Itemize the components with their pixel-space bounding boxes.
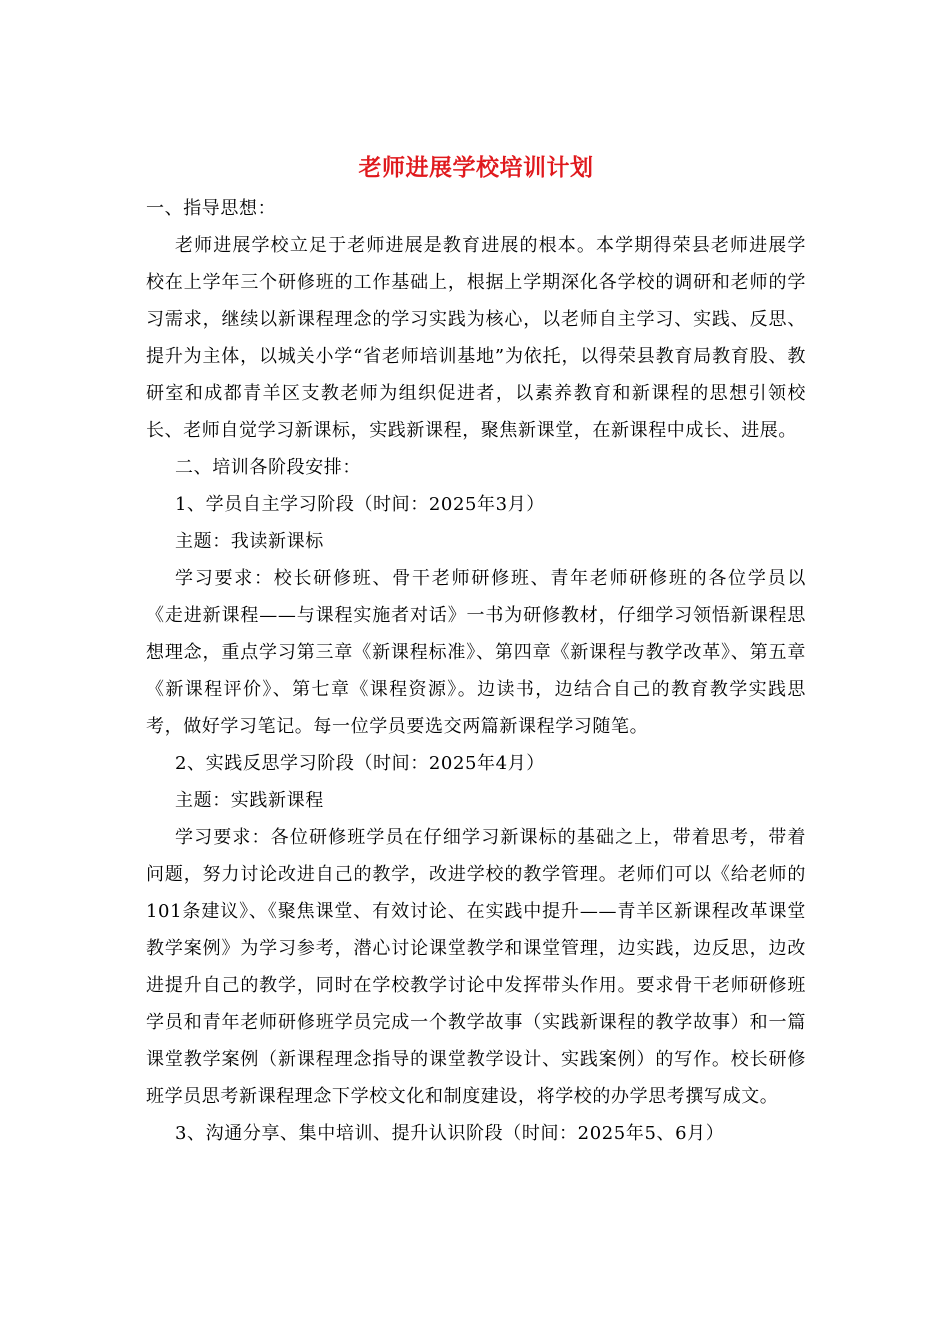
stage-2-requirements: 学习要求：各位研修班学员在仔细学习新课标的基础之上，带着思考，带着问题，努力讨论改进自己的教学，改进学校的教学管理。老师们可以《给老师的101条建议》、《聚焦课堂、有效讨论、在实践中提升——青羊区新课程改革课堂教学案例》为学习参考，潜心讨论课堂教学和课堂管理，边实践，边反思，边改进提升自己的教学，同时在学校教学讨论中发挥带头作用。要求骨干老师研修班学员和青年老师研修班学员完成一个教学故事（实践新课程的教学故事）和一篇课堂教学案例（新课程理念指导的课堂教学设计、实践案例）的写作。校长研修班学员思考新课程理念下学校文化和制度建设，将学校的办学思考撰写成文。 bbox=[146, 827, 806, 1107]
stage-2-title: 2、实践反思学习阶段（时间：2025年4月） bbox=[175, 753, 545, 774]
paragraph-guiding-thought: 老师进展学校立足于老师进展是教育进展的根本。本学期得荣县老师进展学校在上学年三个研修班的工作基础上，根据上学期深化各学校的调研和老师的学习需求，继续以新课程理念的学习实践为核心，以老师自主学习、实践、反思、提升为主体，以城关小学“省老师培训基地”为依托，以得荣县教育局教育股、教研室和成都青羊区支教老师为组织促进者，以素养教育和新课程的思想引领校长、老师自觉学习新课标，实践新课程，聚焦新课堂，在新课程中成长、进展。 bbox=[146, 235, 806, 441]
stage-1-theme: 主题：我读新课标 bbox=[175, 531, 324, 552]
stage-2-theme: 主题：实践新课程 bbox=[175, 790, 324, 811]
section-heading-guiding-thought: 一、指导思想： bbox=[146, 198, 277, 219]
stage-3-title: 3、沟通分享、集中培训、提升认识阶段（时间：2025年5、6月） bbox=[175, 1123, 725, 1144]
stage-1-requirements: 学习要求：校长研修班、骨干老师研修班、青年老师研修班的各位学员以《走进新课程——与课程实施者对话》一书为研修教材，仔细学习领悟新课程思想理念，重点学习第三章《新课程标准》、第四章《新课程与教学改革》、第五章《新课程评价》、第七章《课程资源》。边读书，边结合自己的教育教学实践思考，做好学习笔记。每一位学员要选交两篇新课程学习随笔。 bbox=[146, 568, 806, 737]
section-heading-training-stages: 二、培训各阶段安排： bbox=[175, 457, 361, 478]
document-title: 老师进展学校培训计划 bbox=[358, 154, 594, 181]
document-page bbox=[146, 150, 806, 1152]
stage-1-title: 1、学员自主学习阶段（时间：2025年3月） bbox=[175, 494, 545, 515]
